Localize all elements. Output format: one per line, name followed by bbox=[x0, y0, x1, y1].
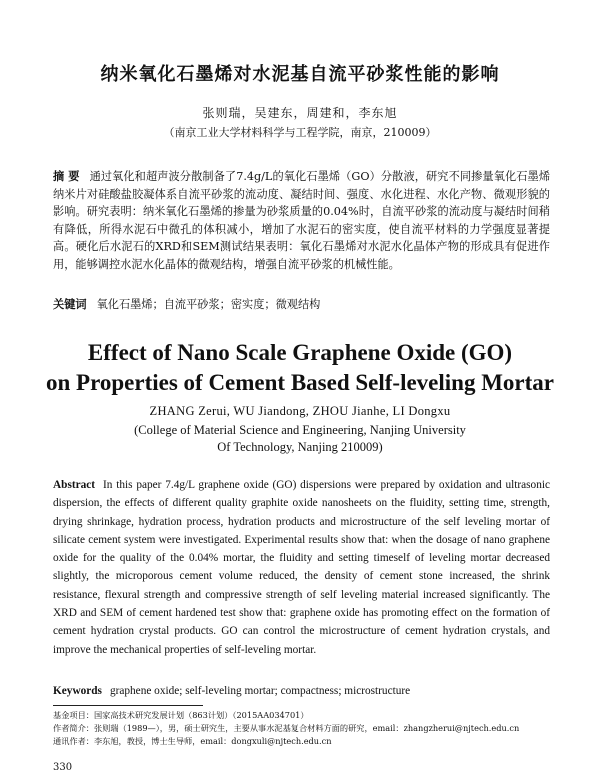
chinese-abstract-label: 摘 要 bbox=[53, 170, 80, 183]
footnote-author-intro: 作者简介：张则瑞（1989—），男，硕士研究生，主要从事水泥基复合材料方面的研究，email：zhangzherui@njtech.edu.cn bbox=[53, 723, 520, 733]
english-affiliation bbox=[0, 422, 600, 456]
english-abstract-label: Abstract bbox=[53, 479, 96, 491]
english-title-line-2: on Properties of Cement Based Self-leveling Mortar bbox=[45, 370, 554, 395]
chinese-abstract-text: 通过氧化和超声波分散制备了7.4g/L的氧化石墨烯（GO）分散液，研究不同掺量氧化石墨烯纳米片对硅酸盐胶凝体系自流平砂浆的流动度、凝结时间、强度、水化进程、水化产物、微观形貌的影响。研究表明：纳米氧化石墨烯的掺量为砂浆质量的0.04%时，自流平砂浆的流动度与凝结时间稍有降低，所得水泥石中微孔的体积减小，增加了水泥石的密实度，使自流平材料的力学强度显著提高。硬化后水泥石的XRD和SEM测试结果表明：氧化石墨烯对水泥水化晶体产物的形成具有促进作用，能够调控水泥水化晶体的微观结构，增强自流平砂浆的机械性能。 bbox=[53, 170, 551, 271]
footnote-fund: 基金项目：国家高技术研究发展计划（863计划）（2015AA034701） bbox=[53, 710, 309, 720]
english-authors: ZHANG Zerui, WU Jiandong, ZHOU Jianhe, LI Dongxu bbox=[149, 404, 451, 418]
english-abstract-text: In this paper 7.4g/L graphene oxide (GO) dispersions were prepared by oxidation and ultrasonic dispersion, the effects of different quality graphite oxide nanosheets on the fluidity, setting time, strength, drying shrinkage, hydration process, hydration products and microstructure of the self leveling mortar of silicate cement system were investigated. Experimental results show that: when the dosage of nano graphene oxide for the quality of the 0.04% mortar, the fluidity and setting timeself of leveling mortar decreased slightly, the microporous cement volume reduced, the density of cement stone increased, the shrink resistance, flexural strength and compressive strength of self leveling material increased significantly. The XRD and SEM of cement hardened test show that: graphene oxide has promoting effect on the formation of cement hydration crystal products. GO can control the microstructure of cement hydration crystals, and improve the mechanical properties of self-leveling mortar. bbox=[53, 479, 550, 656]
footnotes bbox=[53, 709, 553, 748]
english-title-line-1: Effect of Nano Scale Graphene Oxide (GO) bbox=[87, 340, 513, 365]
page-number: 330 bbox=[53, 762, 73, 773]
chinese-title: 纳米氧化石墨烯对水泥基自流平砂浆性能的影响 bbox=[100, 64, 500, 85]
english-affiliation-line-1: (College of Material Science and Engineering, Nanjing University bbox=[134, 423, 466, 437]
footnote-corresponding: 通讯作者：李东旭，教授，博士生导师，email：dongxuli@njtech.edu.cn bbox=[53, 736, 332, 746]
english-keywords-text: graphene oxide; self-leveling mortar; compactness; microstructure bbox=[109, 685, 411, 697]
chinese-authors: 张则瑞，吴建东，周建和，李东旭 bbox=[202, 106, 398, 120]
english-keywords bbox=[53, 683, 550, 700]
english-affiliation-line-2: Of Technology, Nanjing 210009) bbox=[217, 440, 383, 454]
chinese-keywords-text: 氧化石墨烯；自流平砂浆；密实度；微观结构 bbox=[96, 298, 321, 311]
english-keywords-label: Keywords bbox=[53, 685, 102, 697]
english-title bbox=[0, 338, 600, 398]
english-abstract bbox=[53, 476, 550, 659]
footnote-divider bbox=[53, 705, 203, 706]
chinese-keywords bbox=[53, 296, 550, 313]
chinese-abstract bbox=[53, 168, 550, 274]
chinese-keywords-label: 关键词 bbox=[53, 298, 87, 311]
chinese-affiliation: （南京工业大学材料科学与工程学院，南京，210009） bbox=[163, 126, 437, 139]
